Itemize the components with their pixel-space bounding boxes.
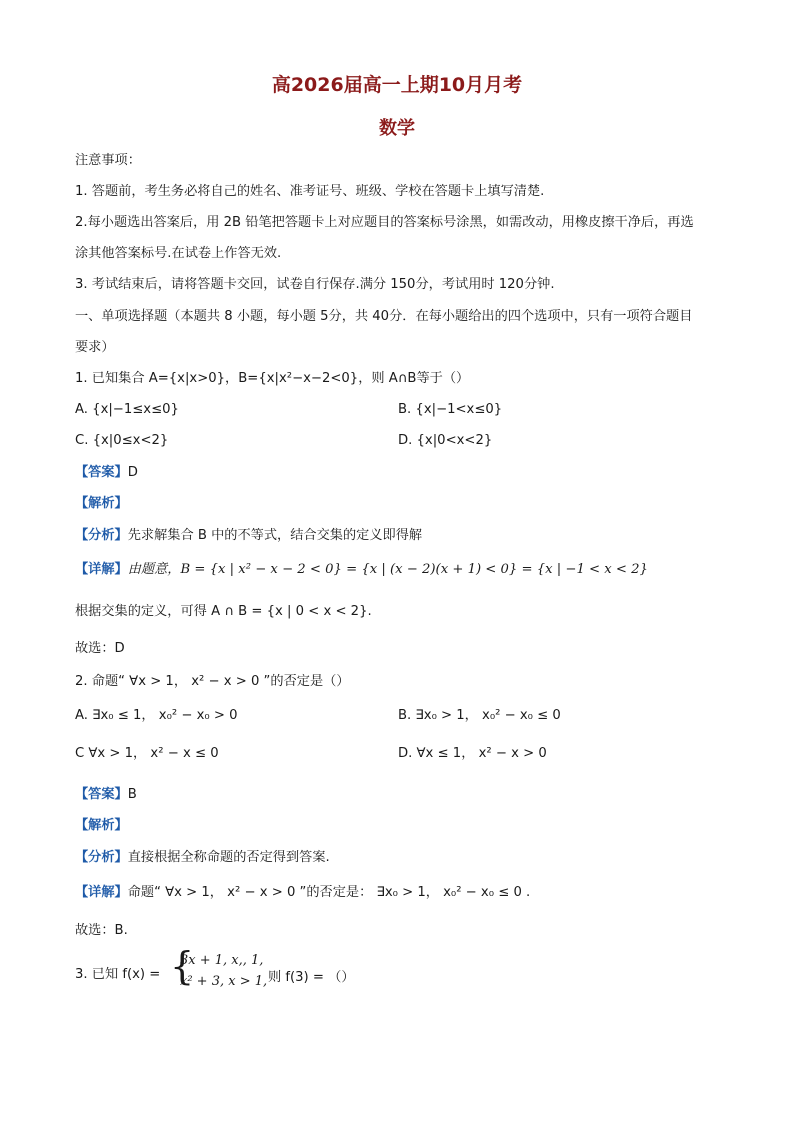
q1-fenxi-row xyxy=(75,527,422,545)
q3-piece-2: x² + 3, x > 1, xyxy=(180,974,268,989)
q2-option-d: D. ∀x ≤ 1， x² − x > 0 xyxy=(398,746,547,761)
q1-detail: 由题意，B = {x | x² − x − 2 < 0} = {x | (x − 2)(x + 1) < 0} = {x | −1 < x < 2} xyxy=(127,562,648,577)
note-item-2b: 涂其他答案标号.在试卷上作答无效. xyxy=(75,246,282,261)
q2-option-b: B. ∃x₀ > 1， x₀² − x₀ ≤ 0 xyxy=(398,708,561,723)
q1-detail-line2: 根据交集的定义，可得 A ∩ B = {x | 0 < x < 2}. xyxy=(75,604,372,619)
q1-detail-row xyxy=(75,561,648,579)
exam-title: 高2026届高一上期10月月考 xyxy=(271,74,523,96)
q2-answer: B xyxy=(127,787,137,802)
q2-option-a: A. ∃x₀ ≤ 1， x₀² − x₀ > 0 xyxy=(75,708,238,723)
q1-analysis-row xyxy=(75,495,128,513)
q2-detail-row xyxy=(75,884,530,902)
q2-detail: 命题“ ∀x > 1， x² − x > 0 ”的否定是： ∃x₀ > 1， x₀² − x₀ ≤ 0 . xyxy=(127,885,531,900)
analysis-tag: 【解析】 xyxy=(75,818,128,833)
fenxi-tag: 【分析】 xyxy=(75,528,128,543)
q1-choose: 故选：D xyxy=(75,641,125,656)
notes-heading: 注意事项： xyxy=(75,153,141,168)
q1-fenxi: 先求解集合 B 中的不等式，结合交集的定义即得解 xyxy=(127,528,423,543)
fenxi-tag: 【分析】 xyxy=(75,850,128,865)
q1-option-c: C. {x|0≤x<2} xyxy=(75,433,169,448)
q1-answer: D xyxy=(127,465,138,480)
answer-tag: 【答案】 xyxy=(75,465,128,480)
note-item-3: 3. 考试结束后，请将答题卡交回，试卷自行保存.满分 150分，考试用时 120分钟. xyxy=(75,277,555,292)
q2-stem: 2. 命题“ ∀x > 1， x² − x > 0 ”的否定是（） xyxy=(75,674,350,689)
piecewise-brace: { xyxy=(170,944,195,988)
q1-option-a: A. {x|−1≤x≤0} xyxy=(75,402,179,417)
q3-stem: 3. 已知 f(x) = xyxy=(75,967,161,982)
analysis-tag: 【解析】 xyxy=(75,496,128,511)
q2-analysis-row xyxy=(75,817,128,835)
q2-option-c: C ∀x > 1， x² − x ≤ 0 xyxy=(75,746,219,761)
q2-choose: 故选：B. xyxy=(75,923,128,938)
q2-fenxi-row xyxy=(75,849,330,867)
q2-fenxi: 直接根据全称命题的否定得到答案. xyxy=(127,850,330,865)
answer-tag: 【答案】 xyxy=(75,787,128,802)
detail-tag: 【详解】 xyxy=(75,562,128,577)
section-1-heading-cont: 要求） xyxy=(75,340,115,355)
q1-stem: 1. 已知集合 A={x|x>0}，B={x|x²−x−2<0}，则 A∩B等于（） xyxy=(75,371,470,386)
q1-option-d: D. {x|0<x<2} xyxy=(398,433,493,448)
detail-tag: 【详解】 xyxy=(75,885,128,900)
section-1-heading: 一、单项选择题（本题共 8 小题，每小题 5分，共 40分．在每小题给出的四个选项中，只有一项符合题目 xyxy=(75,309,693,324)
q2-answer-row xyxy=(75,786,137,804)
exam-subject: 数学 xyxy=(379,118,415,139)
q3-tail: 则 f(3) = （） xyxy=(268,970,355,985)
q1-answer-row xyxy=(75,464,138,482)
note-item-1: 1. 答题前，考生务必将自己的姓名、准考证号、班级、学校在答题卡上填写清楚. xyxy=(75,184,545,199)
q1-option-b: B. {x|−1<x≤0} xyxy=(398,402,503,417)
q3-piece-1: 3x + 1, x,, 1, xyxy=(180,953,264,968)
note-item-2a: 2.每小题选出答案后，用 2B 铅笔把答题卡上对应题目的答案标号涂黑，如需改动，用橡皮擦干净后，再选 xyxy=(75,215,694,230)
